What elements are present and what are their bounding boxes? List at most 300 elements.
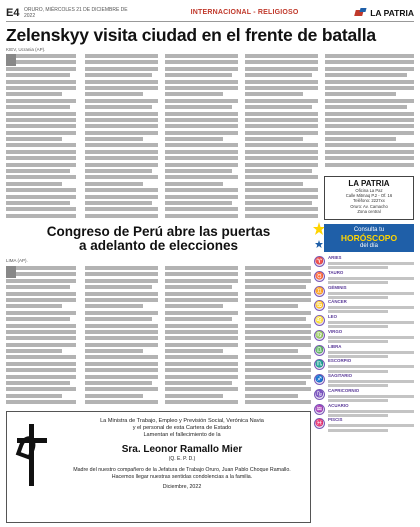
text-line [328, 336, 414, 339]
zodiac-capricornio-icon: ♑ [315, 389, 324, 398]
text-line [6, 54, 76, 58]
text-line [328, 321, 414, 324]
obituary-text [57, 418, 307, 490]
article1-credit: KIEV, Ucrania (AP). [6, 47, 46, 52]
text-line [328, 384, 388, 387]
text-line [245, 86, 318, 90]
text-line [328, 414, 388, 417]
text-line [245, 368, 311, 372]
text-line [165, 324, 238, 328]
text-line [245, 124, 318, 128]
obituary-wishes: Hacemos llegar nuestras sentidas condolencias a la familia. [111, 474, 253, 480]
text-line [85, 201, 152, 205]
horoscope-sign-name: LEO [328, 314, 338, 320]
text-line [6, 387, 76, 391]
text-line [6, 214, 76, 218]
ad-line: Calle Mitmaq P.2 - Of. 16 [345, 193, 393, 199]
text-line [245, 272, 311, 276]
text-line [325, 118, 414, 122]
text-line [325, 112, 414, 116]
ad-line: Zona central [357, 208, 381, 214]
horoscope-banner-title: HORÓSCOPO [340, 233, 398, 243]
horoscope-banner-bottom: del día [359, 243, 378, 249]
text-line [245, 214, 318, 218]
text-line [6, 375, 76, 379]
ad-line: Oruro: Av. Camacho [350, 203, 388, 209]
text-line [245, 67, 318, 71]
text-line [245, 355, 311, 359]
text-line [165, 207, 238, 211]
text-line [328, 380, 414, 383]
text-line [245, 330, 311, 334]
ad-line: Teléfono: 2227xx [353, 198, 385, 204]
text-line [245, 118, 318, 122]
zodiac-géminis-icon: ♊ [315, 286, 324, 295]
text-line [328, 281, 388, 284]
text-line [6, 175, 76, 179]
text-line [245, 143, 318, 147]
text-line [6, 279, 76, 283]
text-line [325, 163, 414, 167]
text-line [328, 277, 414, 280]
zodiac-virgo-icon: ♍ [315, 330, 324, 339]
text-line [85, 272, 158, 276]
text-line [85, 105, 152, 109]
text-line [325, 73, 407, 77]
ad-line: Oficina La Paz [355, 188, 383, 193]
text-line [6, 272, 76, 276]
text-line [85, 285, 152, 289]
text-line [325, 131, 414, 135]
text-line [6, 112, 76, 116]
horoscope-sign-cáncer [314, 300, 414, 313]
text-line [245, 292, 311, 296]
horoscope-sign-name: LIBRA [328, 343, 342, 349]
text-line [85, 214, 158, 218]
text-line [328, 296, 388, 299]
text-line [165, 279, 238, 283]
zodiac-leo-icon: ♌ [315, 316, 324, 325]
article2-headline-line2: a adelanto de elecciones [78, 238, 239, 254]
text-line [85, 375, 158, 379]
newspaper-ad [324, 176, 414, 220]
text-line [6, 137, 62, 141]
text-line [165, 54, 238, 58]
text-line [6, 169, 70, 173]
text-line [328, 310, 388, 313]
page-number: E4 [6, 6, 20, 19]
zodiac-piscis-icon: ♓ [315, 419, 324, 428]
text-line [6, 67, 76, 71]
text-line [325, 60, 414, 64]
text-line [245, 279, 311, 283]
obituary-announcer-2: y el personal de esta Cartera de Estado [132, 425, 232, 431]
text-line [165, 349, 223, 353]
article1-column-4 [245, 54, 318, 219]
text-line [165, 143, 238, 147]
text-line [6, 163, 76, 167]
text-line [85, 99, 158, 103]
text-line [245, 137, 303, 141]
text-line [85, 67, 158, 71]
text-line [85, 118, 158, 122]
horoscope-sign-escorpio [314, 359, 414, 372]
text-line [245, 349, 298, 353]
horoscope-sign-name: ARIES [328, 255, 342, 260]
obituary-date: Diciembre, 2022 [162, 484, 202, 490]
text-line [85, 349, 143, 353]
text-line [328, 351, 414, 354]
text-line [165, 298, 238, 302]
obituary-details: Madre del nuestro compañero de la Jefatura de Trabajo Oruro, Juan Pablo Choque Ramallo. [73, 467, 291, 473]
horoscope-sign-name: ESCORPIO [328, 358, 352, 364]
text-line [6, 99, 76, 103]
article1-column-2 [85, 54, 158, 219]
text-line [328, 365, 414, 368]
text-line [245, 112, 318, 116]
obituary-lament: Lamentan el fallecimiento de la [143, 432, 221, 438]
article2-column-2 [85, 266, 158, 406]
text-line [165, 201, 232, 205]
text-line [165, 368, 238, 372]
text-line [328, 266, 388, 269]
text-line [165, 387, 238, 391]
text-line [6, 324, 76, 328]
text-line [85, 137, 143, 141]
dropcap [6, 266, 16, 278]
zodiac-aries-icon: ♈ [315, 257, 324, 265]
horoscope-sign-piscis [314, 418, 414, 431]
obituary-notice [6, 411, 311, 523]
text-line [6, 362, 76, 366]
text-line [245, 381, 306, 385]
text-line [325, 143, 414, 147]
text-line [85, 54, 158, 58]
text-line [6, 330, 76, 334]
page-header [6, 4, 414, 22]
article1-column-5 [325, 54, 414, 172]
text-line [85, 150, 158, 154]
text-line [85, 175, 158, 179]
text-line [165, 317, 232, 321]
text-line [328, 355, 388, 358]
text-line [85, 292, 158, 296]
text-line [6, 201, 70, 205]
obituary-announcer: La Ministra de Trabajo, Empleo y Previsión Social, Verónica Navia [100, 418, 264, 424]
text-line [245, 201, 312, 205]
text-line [165, 86, 238, 90]
logo-text: LA PATRIA [370, 7, 414, 18]
text-line [85, 131, 158, 135]
text-line [325, 86, 414, 90]
text-line [85, 381, 152, 385]
text-line [6, 400, 76, 404]
text-line [328, 399, 388, 402]
text-line [165, 73, 232, 77]
horoscope-sign-name: CAPRICORNIO [328, 387, 360, 393]
text-line [85, 387, 158, 391]
text-line [85, 143, 158, 147]
horoscope-sign-tauro [314, 271, 414, 284]
text-line [6, 343, 76, 347]
text-line [245, 80, 318, 84]
text-line [165, 80, 238, 84]
horoscope-sign-name: PISCIS [328, 417, 343, 423]
text-line [325, 92, 396, 96]
text-line [165, 156, 238, 160]
text-line [165, 137, 223, 141]
text-line [328, 262, 414, 265]
text-line [245, 105, 312, 109]
text-line [328, 325, 388, 328]
text-line [6, 368, 76, 372]
text-line [85, 400, 158, 404]
article1-column-1 [6, 54, 76, 219]
zodiac-tauro-icon: ♉ [315, 271, 324, 280]
text-line [6, 60, 76, 64]
text-line [85, 112, 158, 116]
text-line [6, 355, 76, 359]
text-line [325, 105, 407, 109]
text-line [165, 214, 238, 218]
logo-icon [355, 8, 367, 18]
text-line [328, 340, 388, 343]
article2-credit: LIMA (AP). [6, 258, 28, 263]
text-line [6, 207, 76, 211]
newspaper-logo [355, 8, 414, 18]
text-line [325, 124, 414, 128]
text-line [165, 330, 238, 334]
text-line [85, 317, 152, 321]
text-line [85, 324, 158, 328]
article2-column-4 [245, 266, 311, 406]
text-line [85, 207, 158, 211]
text-line [6, 131, 76, 135]
text-line [165, 336, 238, 340]
text-line [245, 163, 318, 167]
text-line [165, 195, 238, 199]
text-line [325, 150, 414, 154]
text-line [165, 92, 223, 96]
text-line [165, 311, 238, 315]
text-line [6, 394, 62, 398]
text-line [165, 112, 238, 116]
text-line [6, 292, 76, 296]
text-line [325, 99, 414, 103]
text-line [245, 131, 318, 135]
text-line [165, 394, 223, 398]
text-line [6, 266, 76, 270]
article2-column-3 [165, 266, 238, 406]
horoscope-sign-aries [314, 256, 414, 269]
horoscope-sign-name: CÁNCER [328, 299, 347, 305]
text-line [245, 99, 318, 103]
text-line [165, 362, 238, 366]
text-line [165, 266, 238, 270]
text-line [325, 80, 414, 84]
ad-title: LA PATRIA [348, 179, 390, 188]
text-line [245, 362, 311, 366]
text-line [6, 150, 76, 154]
horoscope-sign-capricornio [314, 389, 414, 402]
obituary-name: Sra. Leonor Ramallo Mier [121, 444, 243, 455]
text-line [85, 266, 158, 270]
text-line [245, 343, 311, 347]
text-line [245, 175, 318, 179]
dropcap [6, 54, 16, 66]
text-line [6, 349, 62, 353]
horoscope-sign-name: SAGITARIO [328, 373, 353, 379]
horoscope-sign-virgo [314, 330, 414, 343]
text-line [245, 336, 311, 340]
text-line [328, 429, 388, 432]
text-line [245, 394, 298, 398]
text-line [85, 169, 152, 173]
text-line [165, 182, 223, 186]
horoscope-sign-acuario [314, 404, 414, 417]
article2-headline-line1: Congreso de Perú abre las puertas [46, 224, 271, 239]
text-line [85, 86, 158, 90]
text-line [6, 118, 76, 122]
article1-column-3 [165, 54, 238, 219]
horoscope-sign-name: TAURO [328, 269, 344, 275]
text-line [6, 304, 62, 308]
text-line [245, 150, 318, 154]
text-line [85, 336, 158, 340]
text-line [325, 54, 414, 58]
text-line [6, 317, 70, 321]
text-line [85, 279, 158, 283]
text-line [6, 188, 76, 192]
text-line [6, 156, 76, 160]
text-line [165, 67, 238, 71]
text-line [165, 60, 238, 64]
zodiac-libra-icon: ♎ [315, 345, 324, 354]
text-line [245, 188, 318, 192]
horoscope-sign-géminis [314, 286, 414, 299]
text-line [245, 317, 306, 321]
zodiac-acuario-icon: ♒ [315, 404, 324, 413]
text-line [6, 285, 70, 289]
text-line [165, 400, 238, 404]
text-line [245, 304, 298, 308]
text-line [325, 156, 414, 160]
text-line [85, 80, 158, 84]
text-line [165, 169, 232, 173]
text-line [165, 105, 232, 109]
text-line [85, 163, 158, 167]
text-line [245, 324, 311, 328]
text-line [245, 375, 311, 379]
text-line [328, 424, 414, 427]
text-line [245, 73, 312, 77]
text-line [6, 86, 76, 90]
horoscope-sign-sagitario [314, 374, 414, 387]
zodiac-escorpio-icon: ♏ [315, 360, 324, 369]
horoscope-sign-libra [314, 345, 414, 358]
text-line [6, 92, 62, 96]
text-line [245, 266, 311, 270]
text-line [328, 292, 414, 295]
text-line [165, 292, 238, 296]
text-line [245, 195, 318, 199]
text-line [245, 298, 311, 302]
text-line [85, 195, 158, 199]
text-line [245, 400, 311, 404]
horoscope-sign-name: ACUARIO [328, 402, 349, 408]
text-line [85, 298, 158, 302]
text-line [165, 343, 238, 347]
text-line [85, 311, 158, 315]
text-line [85, 355, 158, 359]
text-line [85, 362, 158, 366]
section-title: INTERNACIONAL - RELIGIOSO [190, 9, 299, 16]
text-line [165, 304, 223, 308]
text-line [245, 387, 311, 391]
text-line [245, 169, 312, 173]
text-line [165, 355, 238, 359]
text-line [245, 311, 311, 315]
text-line [325, 137, 396, 141]
text-line [6, 182, 62, 186]
article2-headline [6, 225, 311, 253]
text-line [85, 124, 158, 128]
text-line [245, 285, 306, 289]
text-line [6, 381, 70, 385]
text-line [165, 272, 238, 276]
zodiac-cáncer-icon: ♋ [315, 301, 324, 310]
text-line [245, 182, 303, 186]
article2-column-1 [6, 266, 76, 406]
text-line [85, 343, 158, 347]
text-line [6, 336, 76, 340]
text-line [6, 143, 76, 147]
horoscope-sign-name: GÉMINIS [328, 284, 347, 290]
text-line [328, 306, 414, 309]
article1-headline: Zelenskyy visita ciudad en el frente de batalla [6, 25, 376, 45]
text-line [165, 375, 238, 379]
text-line [245, 207, 318, 211]
text-line [165, 188, 238, 192]
text-line [85, 304, 143, 308]
text-line [165, 131, 238, 135]
text-line [245, 92, 303, 96]
text-line [165, 285, 232, 289]
text-line [85, 156, 158, 160]
text-line [85, 394, 143, 398]
text-line [6, 80, 76, 84]
text-line [165, 124, 238, 128]
text-line [85, 368, 158, 372]
text-line [6, 298, 76, 302]
text-line [165, 150, 238, 154]
obituary-qepd: (Q. E. P. D.) [168, 456, 196, 462]
text-line [245, 60, 318, 64]
text-line [165, 118, 238, 122]
horoscope-list [314, 256, 414, 433]
text-line [6, 311, 76, 315]
horoscope-sign-name: VIRGO [328, 328, 343, 334]
text-line [328, 395, 414, 398]
text-line [6, 124, 76, 128]
text-line [85, 60, 158, 64]
zodiac-sagitario-icon: ♐ [315, 375, 324, 384]
text-line [85, 92, 143, 96]
text-line [245, 156, 318, 160]
text-line [85, 330, 158, 334]
horoscope-banner [324, 224, 414, 252]
text-line [6, 195, 76, 199]
